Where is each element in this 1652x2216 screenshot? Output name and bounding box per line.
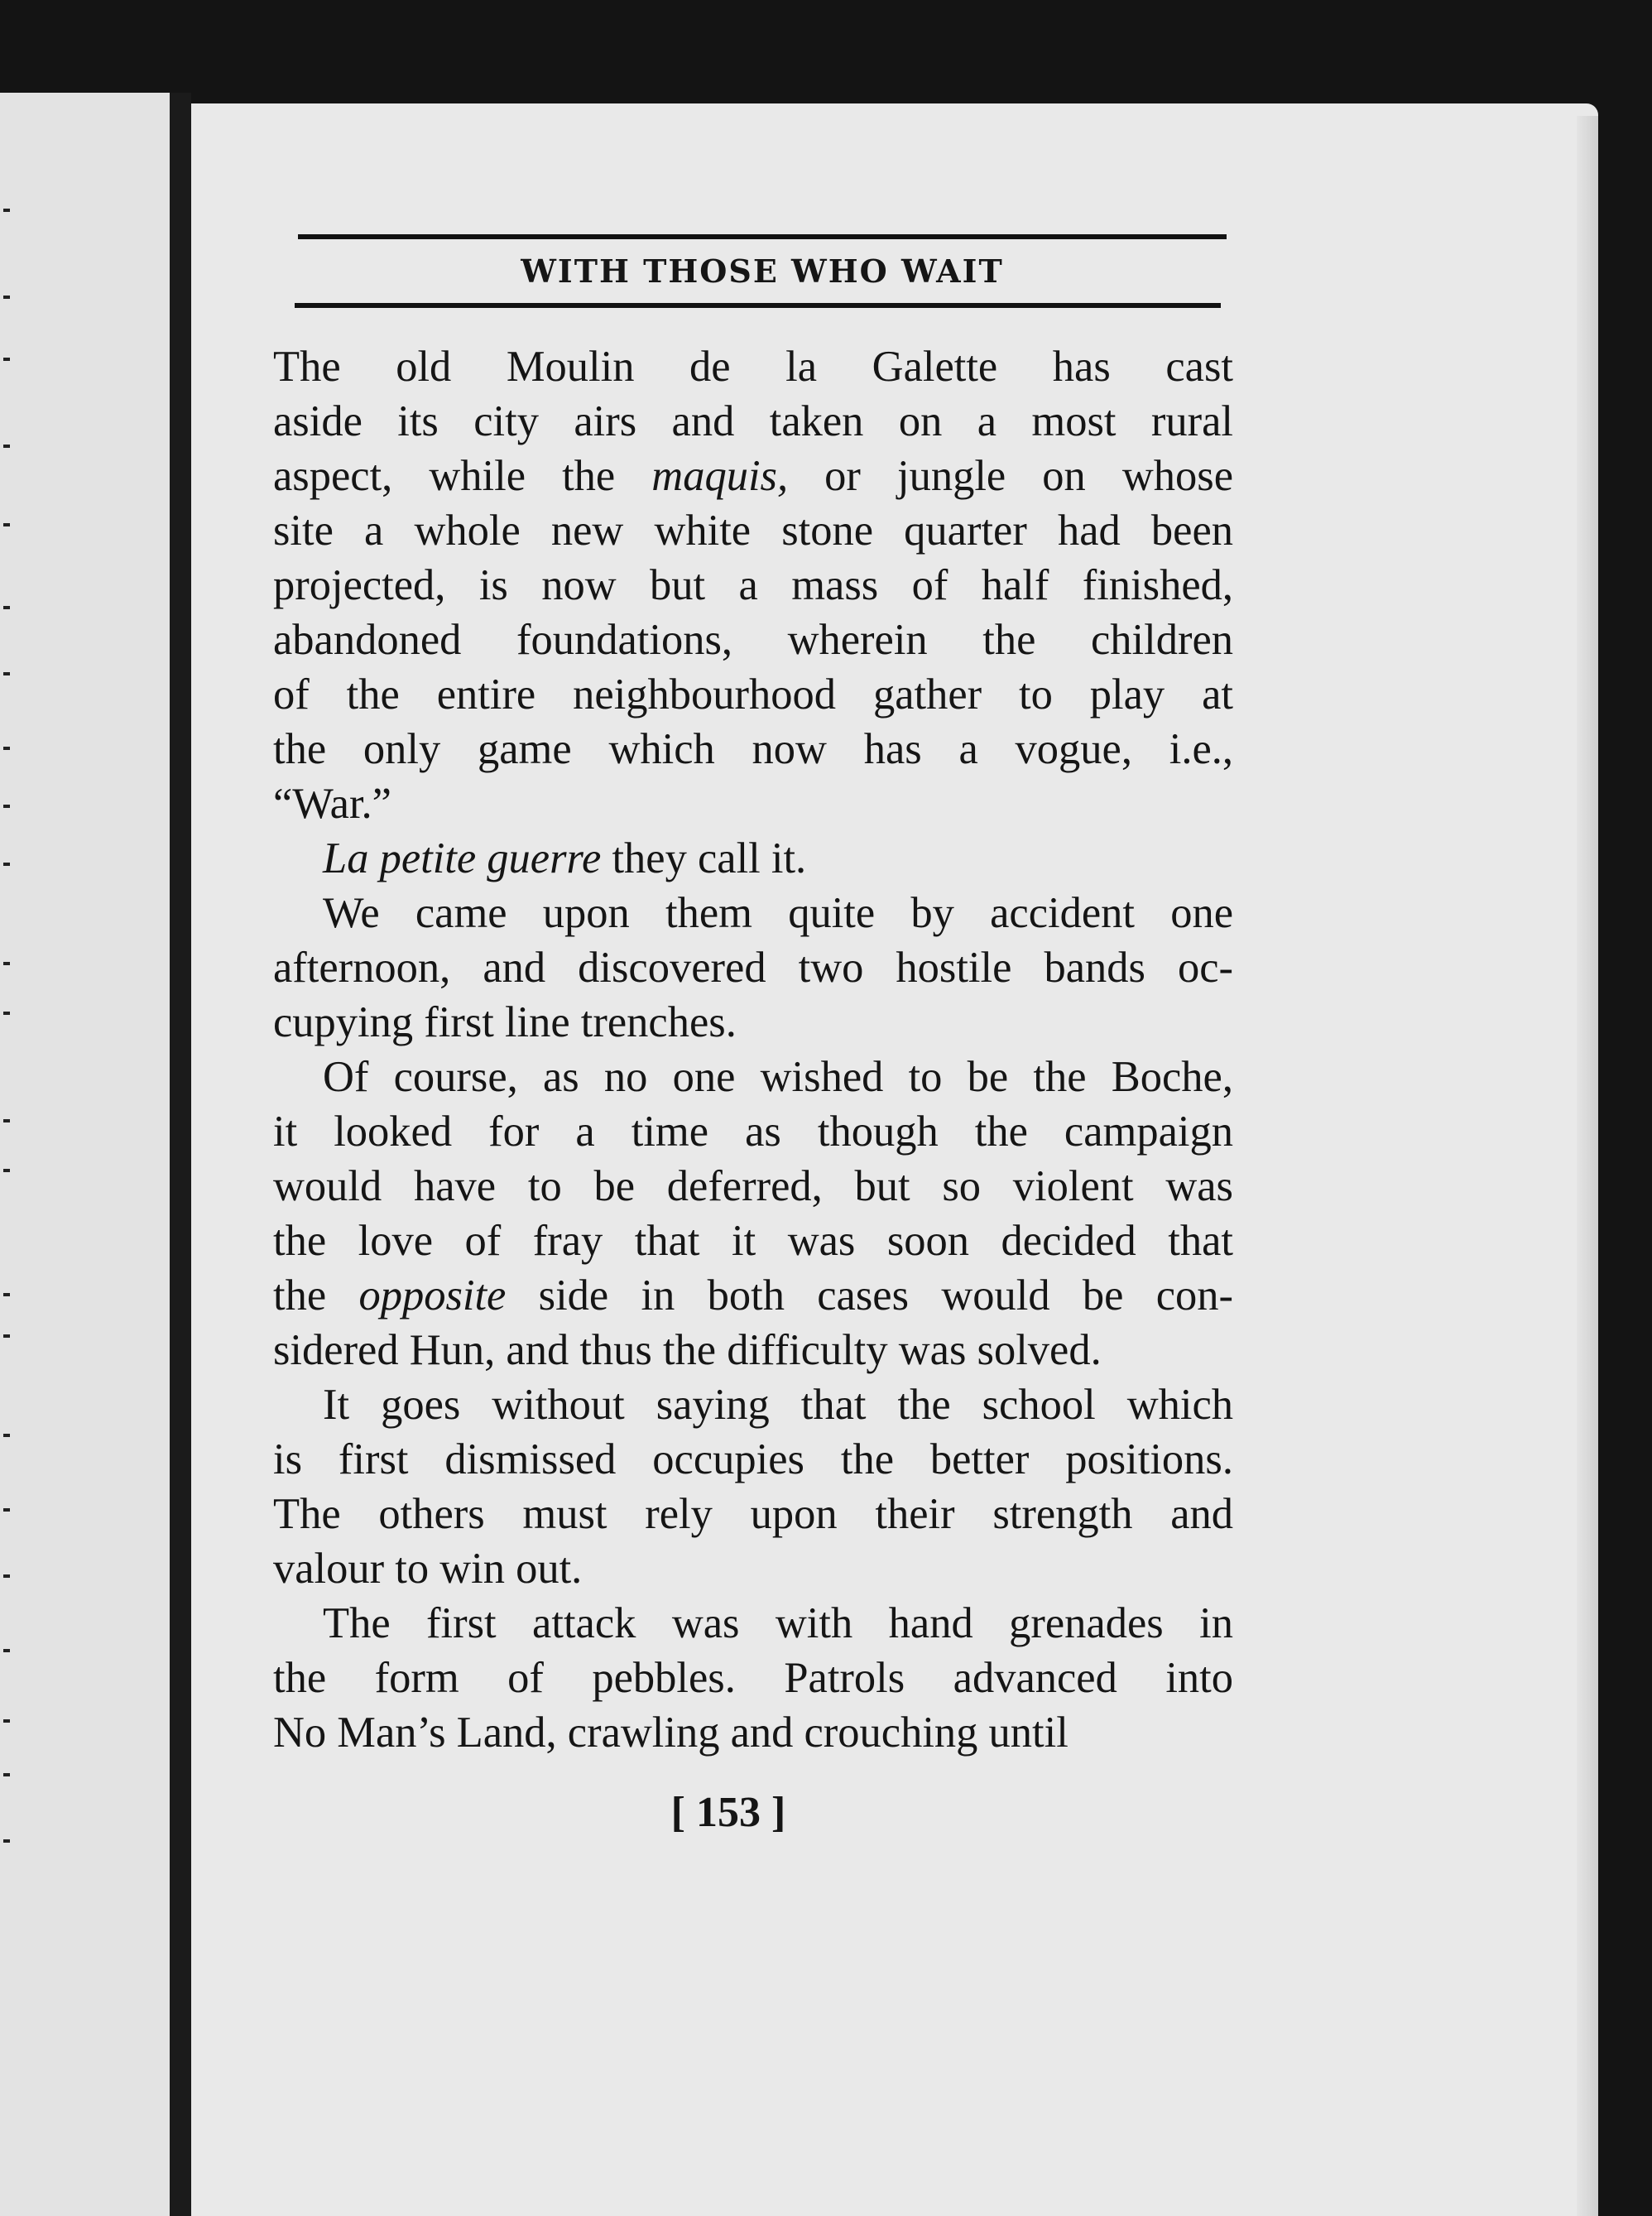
text-line: of the entire neighbourhood gather to play at <box>273 671 1233 719</box>
text-segment: they call it. <box>601 834 807 882</box>
text-line <box>273 449 1233 503</box>
text-line: The first attack was with hand grenades in <box>323 1599 1233 1647</box>
text-segment: side in both cases would be con- <box>506 1271 1233 1320</box>
text-line: Of course, as no one wished to be the Boche, <box>323 1053 1233 1101</box>
text-line: abandoned foundations, wherein the children <box>273 616 1233 664</box>
text-line: “War.” <box>273 780 391 828</box>
text-line: valour to win out. <box>273 1545 583 1593</box>
text-line: It goes without saying that the school which <box>323 1381 1233 1429</box>
running-head: WITH THOSE WHO WAIT <box>521 252 1004 290</box>
italic-text: opposite <box>358 1271 507 1320</box>
text-line: The others must rely upon their strength and <box>273 1490 1233 1538</box>
header-rule-bottom <box>295 303 1221 308</box>
paragraph <box>273 1596 1233 1760</box>
text-line: the form of pebbles. Patrols advanced into <box>273 1654 1233 1702</box>
paragraph <box>273 339 1233 831</box>
text-segment: or jungle on whose <box>788 452 1233 500</box>
text-line: it looked for a time as though the campaign <box>273 1108 1233 1156</box>
text-line: afternoon, and discovered two hostile bands oc- <box>273 944 1233 992</box>
text-line: sidered Hun, and thus the difficulty was solved. <box>273 1326 1102 1374</box>
text-segment: the <box>273 1271 359 1320</box>
text-line: the love of fray that it was soon decided that <box>273 1217 1233 1265</box>
right-page-edge <box>1577 116 1598 2216</box>
text-line: cupying first line trenches. <box>273 998 737 1046</box>
text-line: site a whole new white stone quarter had been <box>273 507 1233 555</box>
text-line: the only game which now has a vogue, i.e., <box>273 725 1233 773</box>
paragraph <box>273 886 1233 1050</box>
paragraph <box>273 1050 1233 1377</box>
left-page-edge <box>0 93 170 2216</box>
text-line: The old Moulin de la Galette has cast <box>273 343 1233 391</box>
book-gutter <box>170 93 191 2216</box>
text-line <box>273 1268 1233 1323</box>
left-page-text-fragments <box>0 93 25 2216</box>
text-line <box>273 831 1233 886</box>
text-line: would have to be deferred, but so violent was <box>273 1162 1233 1210</box>
paragraph <box>273 1377 1233 1596</box>
paragraph <box>273 831 1233 886</box>
text-line: aside its city airs and taken on a most rural <box>273 397 1233 445</box>
header-rule-top <box>298 234 1227 239</box>
body-text <box>273 339 1233 1760</box>
text-line: We came upon them quite by accident one <box>323 889 1233 937</box>
italic-text: maquis, <box>651 452 789 500</box>
text-line: No Man’s Land, crawling and crouching until <box>273 1709 1069 1757</box>
text-line: is first dismissed occupies the better positions. <box>273 1435 1233 1483</box>
text-segment: aspect, while the <box>273 452 652 500</box>
italic-text: La petite guerre <box>323 834 602 882</box>
page-number: [ 153 ] <box>670 1789 786 1836</box>
text-line: projected, is now but a mass of half finished, <box>273 561 1233 609</box>
